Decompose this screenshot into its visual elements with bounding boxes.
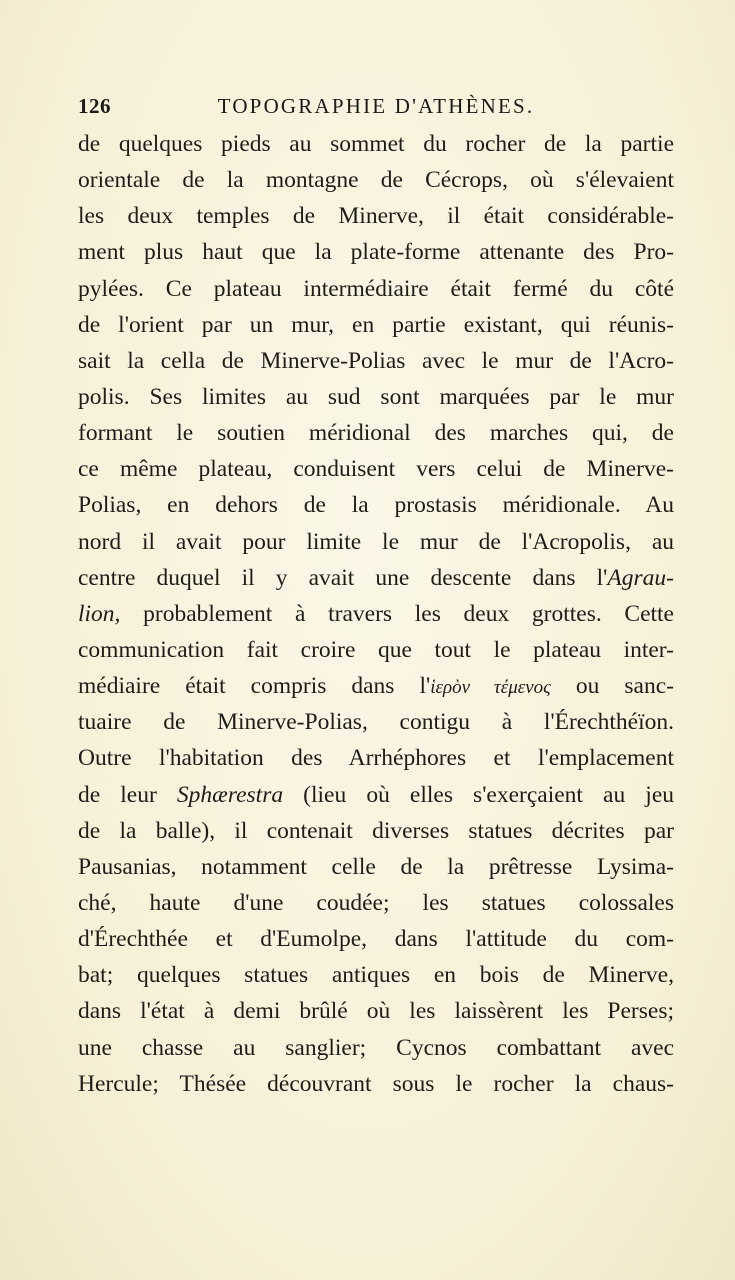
text-segment: polis. Ses limites au sud sont marquées par le mur: [78, 383, 674, 410]
text-line: [78, 234, 674, 270]
text-segment: de leur: [78, 781, 177, 808]
running-title: TOPOGRAPHIE D'ATHÈNES.: [217, 94, 535, 118]
text-line: [78, 993, 674, 1029]
text-line: [78, 632, 674, 668]
text-line: [78, 560, 674, 596]
text-line: [78, 162, 674, 198]
text-line: [78, 415, 674, 451]
text-line: [78, 1066, 674, 1102]
text-segment: d'Érechthée et d'Eumolpe, dans l'attitude du com-: [78, 926, 674, 953]
text-segment: orientale de la montagne de Cécrops, où s'élevaient: [78, 167, 674, 194]
text-line: [78, 307, 674, 343]
text-line: [78, 198, 674, 234]
text-segment: ment plus haut que la plate-forme attenante des Pro-: [78, 239, 674, 266]
italic-text: Agrau-: [607, 564, 674, 591]
text-line: [78, 343, 674, 379]
italic-text: Sphærestra: [176, 781, 284, 808]
text-segment: formant le soutien méridional des marches qui, de: [78, 420, 674, 447]
text-line: [78, 849, 674, 885]
text-segment: ou sanc-: [550, 673, 674, 700]
text-line: [78, 668, 674, 704]
text-line: [78, 451, 674, 487]
text-line: [78, 596, 674, 632]
text-segment: de quelques pieds au sommet du rocher de la partie: [78, 131, 674, 157]
text-line: [78, 704, 674, 740]
text-segment: Polias, en dehors de la prostasis méridionale. Au: [78, 492, 674, 519]
text-line: [78, 379, 674, 415]
text-line: [78, 740, 674, 776]
page-number: 126: [78, 94, 111, 118]
body-text: [78, 126, 674, 1102]
text-segment: tuaire de Minerve-Polias, contigu à l'Érechthéïon.: [78, 709, 674, 736]
text-line: [78, 271, 674, 307]
text-segment: probablement à travers les deux grottes. Cette: [120, 600, 674, 627]
text-segment: ché, haute d'une coudée; les statues colossales: [78, 889, 674, 916]
text-segment: nord il avait pour limite le mur de l'Acropolis, au: [78, 528, 674, 555]
italic-text: lion,: [78, 600, 121, 627]
text-line: [78, 777, 674, 813]
text-segment: pylées. Ce plateau intermédiaire était fermé du côté: [78, 275, 674, 302]
text-segment: les deux temples de Minerve, il était considérable-: [78, 203, 674, 230]
text-line: [78, 957, 674, 993]
page-header: [78, 90, 674, 126]
text-line: [78, 126, 674, 162]
text-line: [78, 813, 674, 849]
text-segment: (lieu où elles s'exerçaient au jeu: [283, 781, 675, 808]
text-line: [78, 921, 674, 957]
text-segment: sait la cella de Minerve-Polias avec le mur de l'Acro-: [78, 347, 674, 374]
text-segment: dans l'état à demi brûlé où les laissèrent les Perses;: [78, 998, 674, 1025]
text-segment: Pausanias, notamment celle de la prêtresse Lysima-: [78, 853, 674, 880]
text-segment: de l'orient par un mur, en partie existant, qui réunis-: [78, 311, 674, 338]
text-segment: communication fait croire que tout le plateau inter-: [78, 636, 674, 663]
text-segment: médiaire était compris dans l': [78, 673, 431, 700]
text-segment: bat; quelques statues antiques en bois de Minerve,: [78, 962, 674, 989]
text-line: [78, 524, 674, 560]
text-line: [78, 885, 674, 921]
text-segment: de la balle), il contenait diverses statues décrites par: [78, 817, 674, 844]
text-segment: ce même plateau, conduisent vers celui de Minerve-: [78, 456, 674, 483]
text-segment: centre duquel il y avait une descente dans l': [78, 564, 608, 591]
text-segment: Hercule; Thésée découvrant sous le rocher la chaus-: [78, 1070, 674, 1097]
text-line: [78, 1030, 674, 1066]
text-segment: une chasse au sanglier; Cycnos combattant avec: [78, 1034, 674, 1061]
text-line: [78, 487, 674, 523]
greek-text: ἱερὸν τέμενος: [430, 677, 551, 699]
text-segment: Outre l'habitation des Arrhéphores et l'emplacement: [78, 745, 674, 772]
